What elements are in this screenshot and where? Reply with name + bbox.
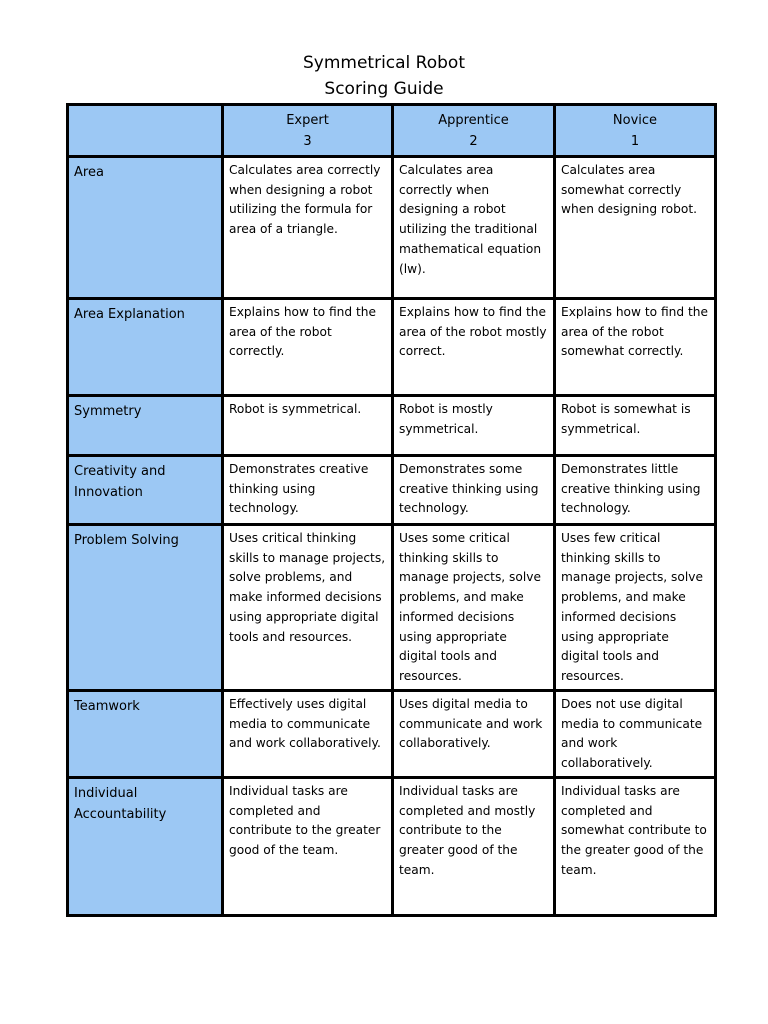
table-row	[68, 525, 716, 691]
novice-cell: Demonstrates little creative thinking using technology.	[555, 456, 716, 525]
expert-cell: Explains how to find the area of the robot correctly.	[223, 299, 393, 396]
document-title	[0, 50, 768, 102]
apprentice-cell: Uses digital media to communicate and work collaboratively.	[393, 691, 555, 778]
expert-cell: Uses critical thinking skills to manage projects, solve problems, and make informed decisions using appropriate digital tools and resources.	[223, 525, 393, 691]
level-score: 3	[303, 134, 312, 149]
novice-cell: Individual tasks are completed and somewhat contribute to the greater good of the team.	[555, 777, 716, 915]
apprentice-cell: Calculates area correctly when designing a robot utilizing the traditional mathematical equation (lw).	[393, 157, 555, 299]
level-name: Expert	[286, 113, 329, 128]
novice-cell: Uses few critical thinking skills to manage projects, solve problems, and make informed decisions using appropriate digital tools and resources.	[555, 525, 716, 691]
apprentice-cell: Explains how to find the area of the robot mostly correct.	[393, 299, 555, 396]
level-name: Novice	[612, 113, 658, 128]
header-row	[68, 105, 716, 157]
criterion-cell: Symmetry	[68, 396, 223, 456]
novice-cell: Does not use digital media to communicate and work collaboratively.	[555, 691, 716, 778]
header-novice	[555, 105, 716, 157]
title-line-2: Scoring Guide	[324, 79, 444, 99]
table-row	[68, 157, 716, 299]
scoring-rubric-table	[66, 103, 717, 917]
expert-cell: Effectively uses digital media to communicate and work collaboratively.	[223, 691, 393, 778]
level-score: 2	[469, 134, 478, 149]
criterion-cell: Teamwork	[68, 691, 223, 778]
header-expert	[223, 105, 393, 157]
apprentice-cell: Demonstrates some creative thinking using technology.	[393, 456, 555, 525]
criterion-cell: Creativity and Innovation	[68, 456, 223, 525]
table-row	[68, 396, 716, 456]
table-row	[68, 456, 716, 525]
apprentice-cell: Uses some critical thinking skills to manage projects, solve problems, and make informed decisions using appropriate digital tools and resources.	[393, 525, 555, 691]
criterion-cell: Area Explanation	[68, 299, 223, 396]
expert-cell: Demonstrates creative thinking using technology.	[223, 456, 393, 525]
title-line-1: Symmetrical Robot	[302, 53, 465, 73]
criterion-cell: Individual Accountability	[68, 777, 223, 915]
table-row	[68, 777, 716, 915]
criterion-cell: Problem Solving	[68, 525, 223, 691]
criterion-cell: Area	[68, 157, 223, 299]
header-corner-cell	[68, 105, 223, 157]
apprentice-cell: Robot is mostly symmetrical.	[393, 396, 555, 456]
table-row	[68, 299, 716, 396]
expert-cell: Robot is symmetrical.	[223, 396, 393, 456]
level-score: 1	[630, 134, 640, 149]
expert-cell: Individual tasks are completed and contribute to the greater good of the team.	[223, 777, 393, 915]
novice-cell: Calculates area somewhat correctly when designing robot.	[555, 157, 716, 299]
apprentice-cell: Individual tasks are completed and mostly contribute to the greater good of the team.	[393, 777, 555, 915]
table-row	[68, 691, 716, 778]
novice-cell: Explains how to find the area of the robot somewhat correctly.	[555, 299, 716, 396]
header-apprentice	[393, 105, 555, 157]
expert-cell: Calculates area correctly when designing a robot utilizing the formula for area of a triangle.	[223, 157, 393, 299]
level-name: Apprentice	[438, 113, 509, 128]
novice-cell: Robot is somewhat is symmetrical.	[555, 396, 716, 456]
